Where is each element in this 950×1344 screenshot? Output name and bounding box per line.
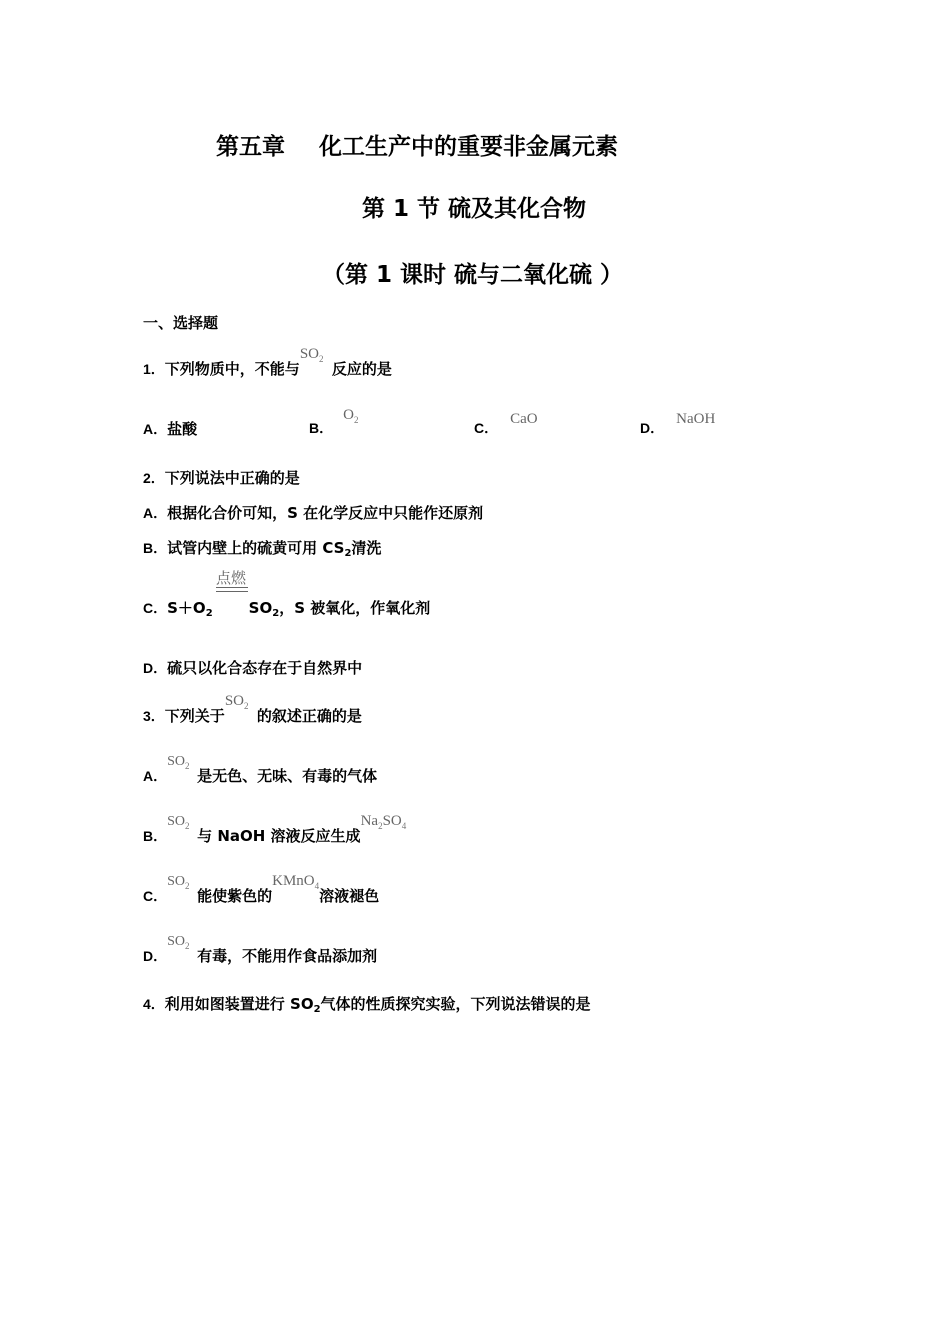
option-text: 根据化合价可知，S 在化学反应中只能作还原剂 [167, 504, 484, 522]
formula-part: S [167, 754, 175, 769]
formula-so2 [167, 934, 197, 950]
option-label: C． [143, 600, 168, 616]
option-text: 与 NaOH 溶液反应生成 [197, 827, 361, 845]
q3-option-c[interactable] [143, 873, 380, 906]
formula-subscript: 2 [272, 608, 280, 619]
option-text: 硫只以化合态存在于自然界中 [167, 659, 363, 677]
formula-subscript: 2 [353, 415, 359, 425]
question-text: 下列关于 [164, 707, 225, 725]
formula-part: S [167, 814, 175, 829]
chapter-title: 化工生产中的重要非金属元素 [319, 134, 618, 160]
formula-so2 [167, 814, 197, 830]
q2-option-b[interactable] [143, 537, 381, 558]
option-label: D． [143, 660, 168, 676]
question-1 [143, 346, 392, 379]
formula-subscript: 2 [344, 548, 352, 559]
q2-option-d[interactable] [143, 657, 362, 678]
q2-option-c[interactable] [143, 597, 430, 618]
formula-subscript: 2 [185, 941, 190, 951]
option-text: 溶液褪色 [319, 887, 380, 905]
option-text: 盐酸 [167, 420, 198, 438]
formula-o2 [343, 407, 358, 424]
formula-part: S [167, 934, 175, 949]
question-text: 的叙述正确的是 [256, 707, 362, 725]
formula-part: S [382, 813, 391, 829]
question-text: 下列说法中正确的是 [164, 469, 300, 487]
q3-option-d[interactable] [143, 934, 378, 966]
formula-part: O [233, 693, 244, 709]
formula-kmno4 [272, 873, 319, 890]
formula-part: Na [360, 813, 379, 829]
formula-so2 [300, 346, 332, 363]
q2-option-a[interactable] [143, 502, 483, 523]
option-label: A． [143, 421, 168, 437]
question-2 [143, 467, 300, 488]
formula-part: S [224, 693, 234, 709]
part-title: 一、选择题 [143, 314, 219, 332]
question-4 [143, 993, 591, 1014]
condition-text: 点燃 [216, 569, 247, 587]
formula-part: O [390, 813, 402, 829]
formula-subscript: 2 [185, 761, 190, 771]
option-text: 试管内壁上的硫黄可用 CS [167, 539, 345, 557]
question-number: 1． [143, 361, 165, 377]
question-text: 利用如图装置进行 SO [164, 995, 314, 1013]
formula-subscript: 2 [185, 821, 190, 831]
q1-option-d[interactable] [640, 411, 716, 438]
formula-so2 [225, 693, 257, 710]
reaction-condition [216, 567, 248, 588]
question-text: 下列物质中，不能与 [164, 360, 300, 378]
option-label: A． [143, 505, 168, 521]
option-label: D． [143, 948, 168, 964]
q1-option-a[interactable] [143, 418, 197, 439]
formula-subscript: 4 [401, 821, 407, 831]
chapter-heading [216, 128, 618, 161]
formula-part: O [174, 934, 186, 949]
q1-option-b[interactable] [309, 407, 359, 438]
formula-na2so4 [361, 813, 407, 830]
question-number: 3． [143, 708, 165, 724]
lesson-title: （第 1 课时 硫与二氧化硫 ） [322, 262, 624, 288]
option-label: B． [143, 540, 168, 556]
formula-part: S [299, 346, 309, 362]
option-text: 能使紫色的 [197, 887, 273, 905]
formula-subscript: 2 [313, 1004, 321, 1015]
section-title: 第 1 节 硫及其化合物 [362, 196, 587, 222]
formula-subscript: 2 [319, 354, 324, 364]
option-label: C． [474, 420, 499, 436]
option-label: C． [143, 888, 168, 904]
formula-so2 [167, 874, 197, 890]
formula-part: O [174, 814, 186, 829]
formula-subscript: 2 [378, 821, 383, 831]
option-label: D． [640, 420, 665, 436]
formula-cao: CaO [510, 411, 538, 427]
question-3 [143, 693, 362, 726]
option-label: A． [143, 768, 168, 784]
question-number: 2． [143, 470, 165, 486]
formula-part: O [174, 754, 186, 769]
formula-subscript: 2 [244, 701, 249, 711]
formula-part: O [308, 346, 319, 362]
question-text: 气体的性质探究实验，下列说法错误的是 [320, 995, 591, 1013]
option-text: 清洗 [351, 539, 382, 557]
equation-product: SO [248, 599, 273, 617]
option-label: B． [143, 828, 168, 844]
formula-subscript: 2 [205, 608, 213, 619]
formula-naoh: NaOH [676, 411, 716, 427]
formula-subscript: 2 [185, 881, 190, 891]
formula-so2 [167, 754, 197, 770]
q3-option-b[interactable] [143, 813, 407, 846]
question-text: 反应的是 [331, 360, 392, 378]
option-text: 有毒，不能用作食品添加剂 [197, 947, 378, 965]
chapter-number: 第五章 [216, 134, 285, 160]
formula-subscript: 4 [314, 881, 320, 891]
formula-part: O [343, 407, 354, 423]
option-label: B． [309, 420, 334, 436]
formula-part: KMnO [272, 873, 315, 889]
double-line-arrow [216, 587, 248, 592]
question-number: 4． [143, 996, 165, 1012]
option-text: 是无色、无味、有毒的气体 [197, 767, 378, 785]
q3-option-a[interactable] [143, 754, 378, 786]
formula-part: O [174, 874, 186, 889]
formula-part: S [167, 874, 175, 889]
equation-reactants: S＋O [167, 599, 206, 617]
option-text: ，S 被氧化，作氧化剂 [279, 599, 431, 617]
q1-option-c[interactable] [474, 411, 538, 438]
